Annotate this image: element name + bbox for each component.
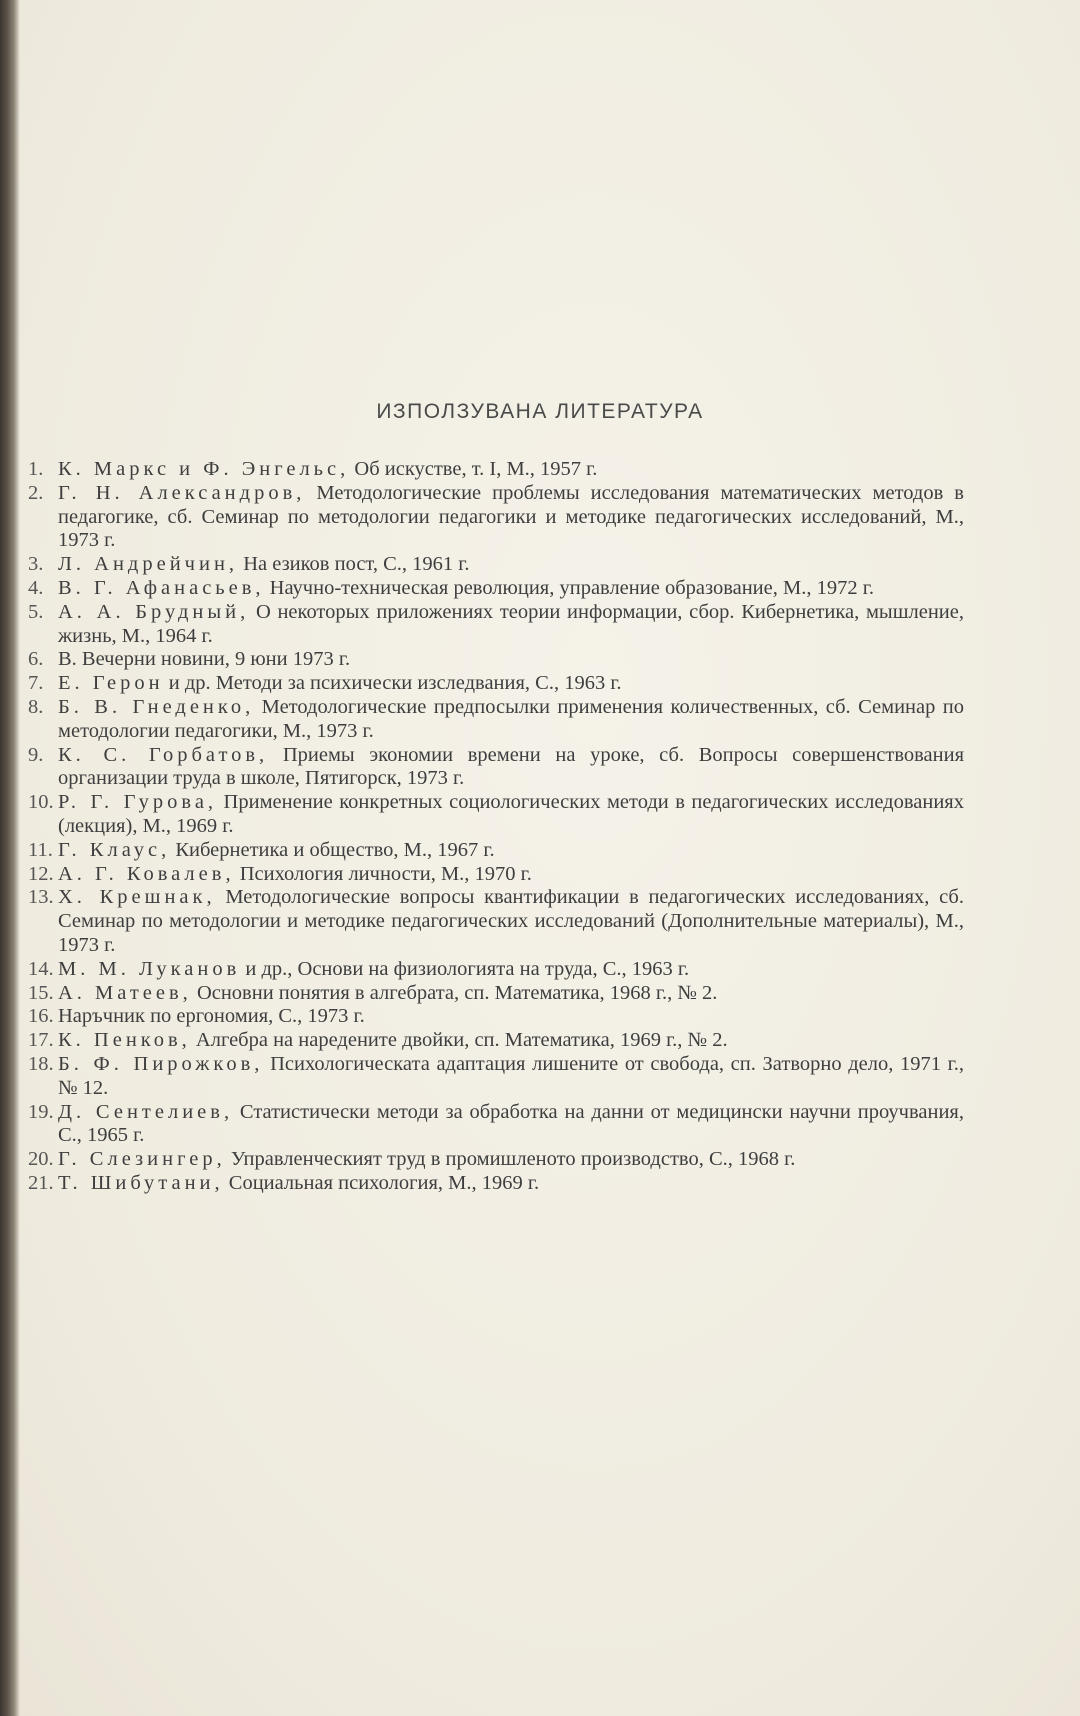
reference-author: Х. Крешнак,	[58, 886, 216, 909]
reference-author: Г. Слезингер,	[58, 1148, 226, 1171]
reference-text: Методологические предпосылки применения количественных, сб. Семинар по методологии педагогики, М., 1973 г.	[58, 695, 965, 742]
reference-number: 1.	[28, 458, 44, 480]
reference-text: Наръчник по ергономия, С., 1973 г.	[58, 1005, 365, 1028]
reference-text: Статистически методи за обработка на данни от медицински научни проучвания, С., 1965 г.	[58, 1100, 964, 1147]
reference-author: Т. Шибутани,	[58, 1171, 224, 1194]
reference-item	[14, 982, 964, 1006]
reference-number: 4.	[28, 576, 44, 599]
reference-item	[14, 1029, 964, 1053]
reference-number: 2.	[28, 481, 44, 504]
reference-number: 18.	[28, 1052, 54, 1075]
reference-number: 14.	[28, 957, 54, 980]
reference-item	[14, 1005, 964, 1029]
page-title: ИЗПОЛЗУВАНА ЛИТЕРАТУРА	[376, 400, 704, 423]
reference-item	[14, 744, 964, 792]
reference-text: О некоторых приложениях теории информации, сбор. Кибернетика, мышление, жизнь, М., 1964 г.	[58, 600, 964, 647]
reference-number: 9.	[28, 743, 44, 766]
reference-author: В. Г. Афанасьев,	[58, 576, 265, 599]
reference-text: Методологические вопросы квантификации в педагогических исследованиях, сб. Семинар по методологии и методике педагогических исследований (Дополнительные материалы), М., 1973 г.	[58, 886, 964, 956]
reference-text: В. Вечерни новини, 9 юни 1973 г.	[58, 648, 351, 671]
reference-number: 3.	[28, 553, 44, 576]
reference-text: Социальная психология, М., 1969 г.	[223, 1171, 540, 1194]
reference-number: 17.	[28, 1029, 54, 1052]
reference-number: 20.	[28, 1148, 54, 1171]
reference-item	[14, 1053, 964, 1101]
reference-author: Р. Г. Гурова,	[58, 791, 218, 814]
reference-text: Кибернетика и общество, М., 1967 г.	[170, 838, 495, 861]
reference-author: Л. Андрейчин,	[58, 553, 239, 576]
reference-text: Психологическата адаптация лишените от свобода, сп. Затворно дело, 1971 г., № 12.	[58, 1052, 964, 1099]
reference-number: 12.	[28, 862, 54, 885]
reference-item	[14, 958, 964, 982]
reference-author: К. С. Горбатов,	[58, 743, 269, 766]
reference-author: Е. Герон	[58, 672, 164, 695]
reference-list	[14, 458, 964, 1196]
reference-item	[14, 696, 964, 744]
reference-text: Психология личности, М., 1970 г.	[234, 862, 532, 885]
reference-item	[14, 672, 964, 696]
reference-author: Б. Ф. Пирожков,	[58, 1052, 264, 1075]
reference-item	[14, 648, 964, 672]
reference-text: Управленческият труд в промишленото производство, С., 1968 г.	[225, 1148, 796, 1171]
reference-item	[14, 791, 964, 839]
reference-text: Приемы экономии времени на уроке, сб. Вопросы совершенствования организации труда в школе, Пятигорск, 1973 г.	[58, 743, 964, 790]
reference-author: Д. Сентелиев,	[58, 1100, 234, 1123]
reference-number: 5.	[28, 600, 44, 623]
reference-text: Об искустве, т. I, М., 1957 г.	[349, 458, 598, 480]
reference-item	[14, 886, 964, 957]
reference-author: К. Пенков,	[58, 1029, 191, 1052]
reference-author: Б. В. Гнеденко,	[58, 695, 255, 718]
reference-author: А. Г. Ковалев,	[58, 862, 235, 885]
reference-item	[14, 458, 964, 482]
reference-text: и др. Методи за психически изследвания, С., 1963 г.	[163, 672, 622, 695]
reference-text: Методологические проблемы исследования математических методов в педагогике, сб. Семинар по методологии педагогики и методике педагогических исследований, М., 1973 г.	[58, 481, 964, 552]
reference-author: Г. Клаус,	[58, 838, 171, 861]
reference-text: Алгебра на наредените двойки, сп. Математика, 1969 г., № 2.	[190, 1029, 728, 1052]
reference-number: 15.	[28, 981, 54, 1004]
reference-number: 11.	[28, 838, 53, 861]
reference-number: 7.	[28, 672, 44, 695]
reference-number: 16.	[28, 1005, 54, 1028]
reference-text: Основни понятия в алгебрата, сп. Математика, 1968 г., № 2.	[191, 981, 718, 1004]
reference-number: 10.	[28, 791, 54, 814]
reference-author: А. А. Брудный,	[58, 600, 250, 623]
reference-author: А. Матеев,	[58, 981, 192, 1004]
reference-text: Научно-техническая революция, управление образование, М., 1972 г.	[264, 576, 874, 599]
reference-item	[14, 863, 964, 887]
reference-number: 6.	[28, 648, 44, 671]
reference-number: 13.	[28, 886, 54, 909]
reference-number: 19.	[28, 1100, 54, 1123]
reference-text: и др., Основи на физиологията на труда, С., 1963 г.	[240, 957, 690, 980]
reference-author: К. Маркс и Ф. Энгельс,	[58, 458, 350, 480]
reference-item	[14, 1172, 964, 1196]
reference-number: 21.	[28, 1171, 54, 1194]
reference-item	[14, 553, 964, 577]
reference-item	[14, 577, 964, 601]
reference-item	[14, 839, 964, 863]
reference-item	[14, 601, 964, 649]
reference-author: Г. Н. Александров,	[58, 481, 306, 504]
reference-text: Применение конкретных социологических методи в педагогических исследованиях (лекция), М., 1969 г.	[58, 791, 964, 837]
reference-text: На езиков пост, С., 1961 г.	[238, 553, 470, 576]
reference-item	[14, 482, 964, 553]
reference-number: 8.	[28, 695, 44, 718]
reference-item	[14, 1148, 964, 1172]
reference-item	[14, 1101, 964, 1149]
reference-author: М. М. Луканов	[58, 957, 241, 980]
